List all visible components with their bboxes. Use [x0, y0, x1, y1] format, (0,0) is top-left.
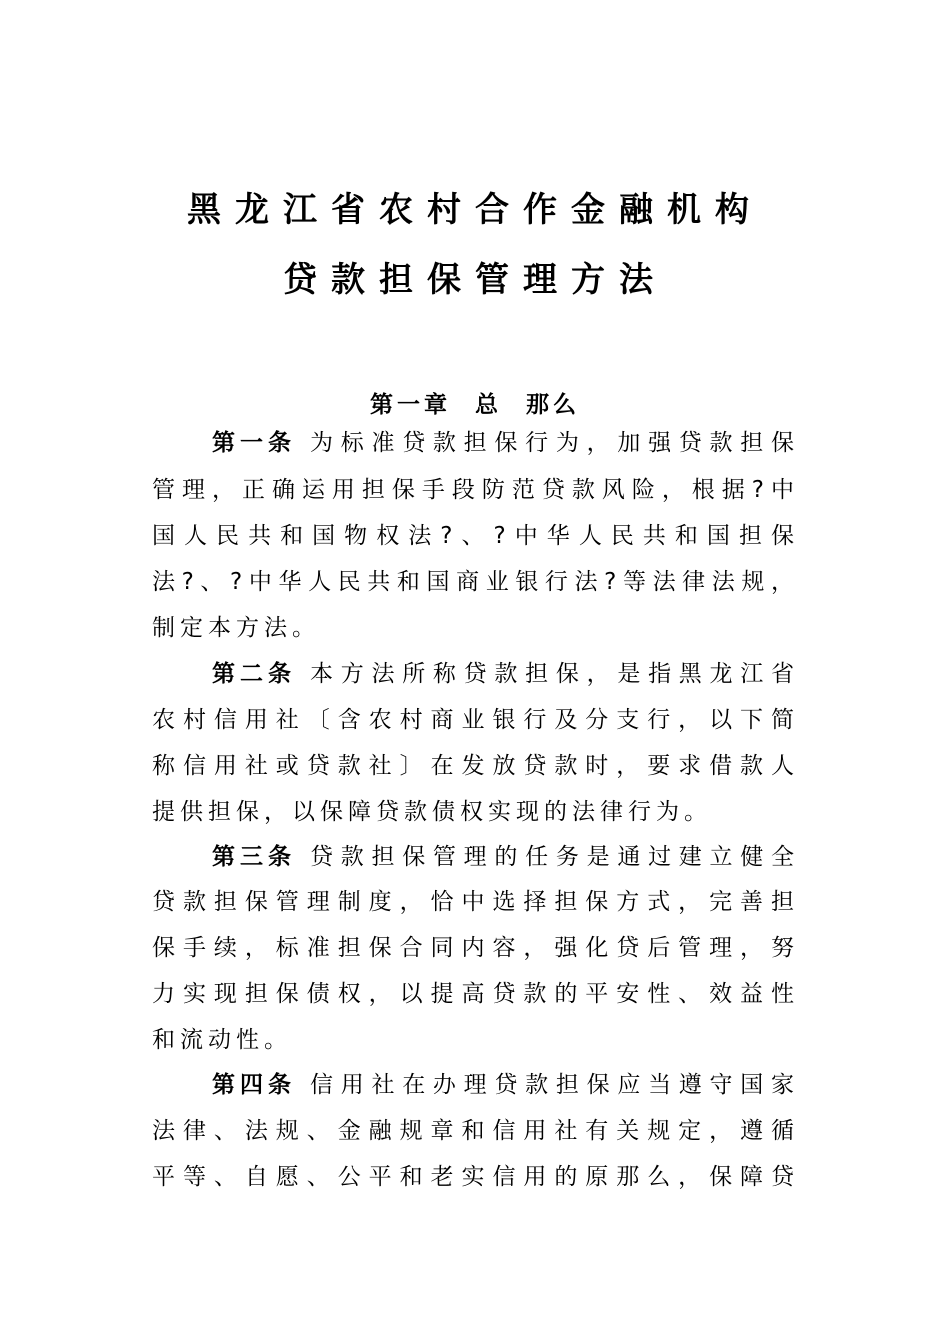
article-line: 保手续，标准担保合同内容，强化贷后管理，努: [152, 935, 794, 961]
article-line: 提供担保，以保障贷款债权实现的法律行为。: [152, 799, 712, 825]
article-text: 为标准贷款担保行为，加强贷款担保: [310, 430, 794, 456]
article-3-first-line: [212, 842, 794, 872]
article-text: 本方法所称贷款担保，是指黑龙江省: [310, 661, 794, 687]
article-line: 力实现担保债权，以提高贷款的平安性、效益性: [152, 981, 794, 1007]
article-line: 管理，正确运用担保手段防范贷款风险，根据?中: [152, 477, 794, 503]
article-text: 信用社在办理贷款担保应当遵守国家: [310, 1072, 794, 1098]
article-label: 第一条: [212, 430, 296, 456]
article-line: 法律、法规、金融规章和信用社有关规定，遵循: [152, 1118, 794, 1144]
article-line: 法?、?中华人民共和国商业银行法?等法律法规，: [152, 569, 794, 595]
article-line: 国人民共和国物权法?、?中华人民共和国担保: [152, 523, 794, 549]
article-label: 第四条: [212, 1072, 296, 1098]
article-2-first-line: [212, 659, 794, 689]
article-line: 称信用社或贷款社〕在发放贷款时，要求借款人: [152, 753, 794, 779]
document-title-line-1: 黑龙江省农村合作金融机构: [187, 190, 763, 230]
chapter-heading: 第一章 总 那么: [369, 392, 581, 418]
article-line: 贷款担保管理制度，恰中选择担保方式，完善担: [152, 889, 794, 915]
document-title-line-2: 贷款担保管理方法: [283, 260, 667, 300]
article-line: 平等、自愿、公平和老实信用的原那么，保障贷: [152, 1164, 794, 1190]
article-1-first-line: [212, 428, 794, 458]
article-label: 第二条: [212, 661, 296, 687]
article-line: 和流动性。: [152, 1027, 292, 1053]
article-line: 农村信用社〔含农村商业银行及分支行，以下简: [152, 707, 794, 733]
article-line: 制定本方法。: [152, 615, 320, 641]
article-text: 贷款担保管理的任务是通过建立健全: [310, 844, 794, 870]
article-4-first-line: [212, 1070, 794, 1100]
article-label: 第三条: [212, 844, 296, 870]
